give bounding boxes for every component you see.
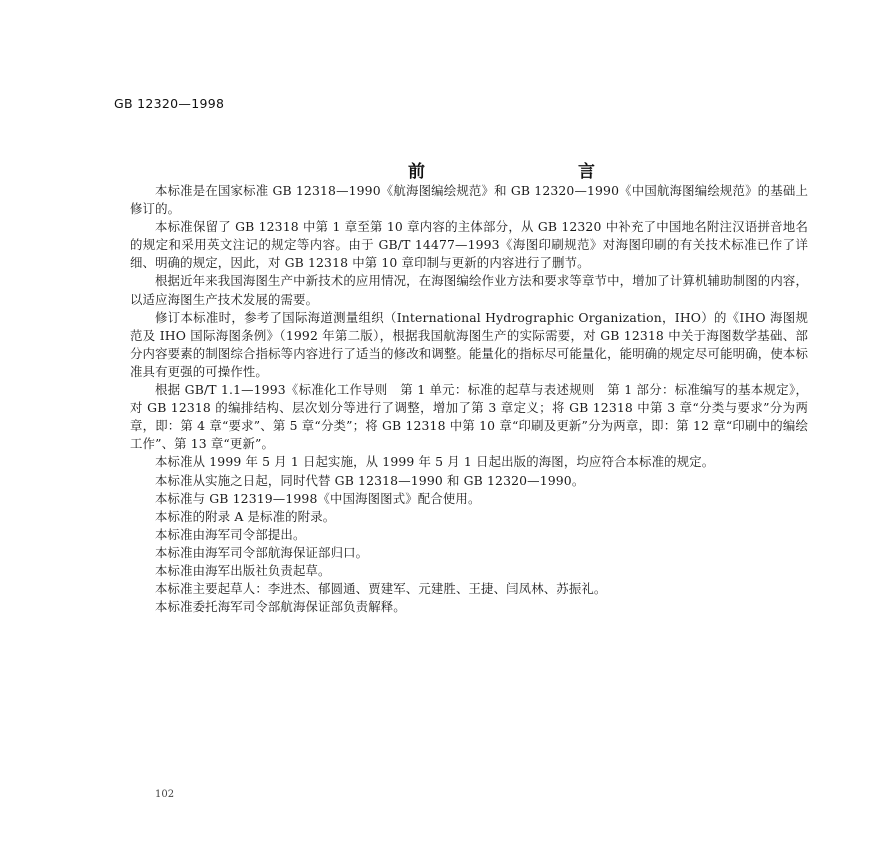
- foreword-body: [130, 182, 808, 616]
- paragraph: 本标准保留了 GB 12318 中第 1 章至第 10 章内容的主体部分，从 GB 12320 中补充了中国地名附注汉语拼音地名的规定和采用英文注记的规定等内容。由于 GB/T 14477—1993《海图印刷规范》对海图印刷的有关技术标准已作了详细、明确的规定，因此，对 GB 12318 中第 10 章印制与更新的内容进行了删节。: [130, 219, 808, 271]
- paragraph: 本标准委托海军司令部航海保证部负责解释。: [155, 599, 406, 615]
- paragraph: 本标准从实施之日起，同时代替 GB 12318—1990 和 GB 12320—1990。: [155, 472, 585, 488]
- paragraph: 本标准与 GB 12319—1998《中国海图图式》配合使用。: [155, 490, 481, 506]
- paragraph: 本标准由海军司令部航海保证部归口。: [155, 544, 369, 560]
- paragraph: 本标准由海军司令部提出。: [155, 526, 306, 542]
- paragraph: 根据近年来我国海图生产中新技术的应用情况，在海图编绘作业方法和要求等章节中，增加了计算机辅助制图的内容，以适应海图生产技术发展的需要。: [130, 273, 808, 307]
- paragraph: 本标准是在国家标准 GB 12318—1990《航海图编绘规范》和 GB 12320—1990《中国航海图编绘规范》的基础上修订的。: [130, 183, 808, 217]
- paragraph: 根据 GB/T 1.1—1993《标准化工作导则 第 1 单元：标准的起草与表述规则 第 1 部分：标准编写的基本规定》，对 GB 12318 的编排结构、层次划分等进行了调整，增加了第 3 章定义；将 GB 12318 中第 3 章“分类与要求”分为两章，即：第 4 章“要求”、第 5 章“分类”；将 GB 12318 中第 10 章“印刷及更新”分为两章，即：第 12 章“印刷中的编绘工作”、第 13 章“更新”。: [130, 382, 808, 452]
- paragraph: 本标准从 1999 年 5 月 1 日起实施，从 1999 年 5 月 1 日起出版的海图，均应符合本标准的规定。: [155, 454, 715, 470]
- standard-code-header: GB 12320—1998: [114, 96, 225, 111]
- page-number: 102: [155, 789, 175, 800]
- paragraph: 修订本标准时，参考了国际海道测量组织（International Hydrographic Organization，IHO）的《IHO 海图规范及 IHO 国际海图条例》（1992 年第二版），根据我国航海图生产的实际需要，对 GB 12318 中关于海图数学基础、部分内容要素的制图综合指标等内容进行了适当的修改和调整。能量化的指标尽可能量化，能明确的规定尽可能明确，使本标准具有更强的可操作性。: [130, 309, 808, 379]
- paragraph: 本标准由海军出版社负责起草。: [155, 562, 331, 578]
- page-title: 前 言: [408, 162, 663, 182]
- paragraph: 本标准的附录 A 是标准的附录。: [155, 508, 336, 524]
- paragraph: 本标准主要起草人：李进杰、郁圆通、贾建军、元建胜、王捷、闫凤林、苏振礼。: [155, 581, 607, 597]
